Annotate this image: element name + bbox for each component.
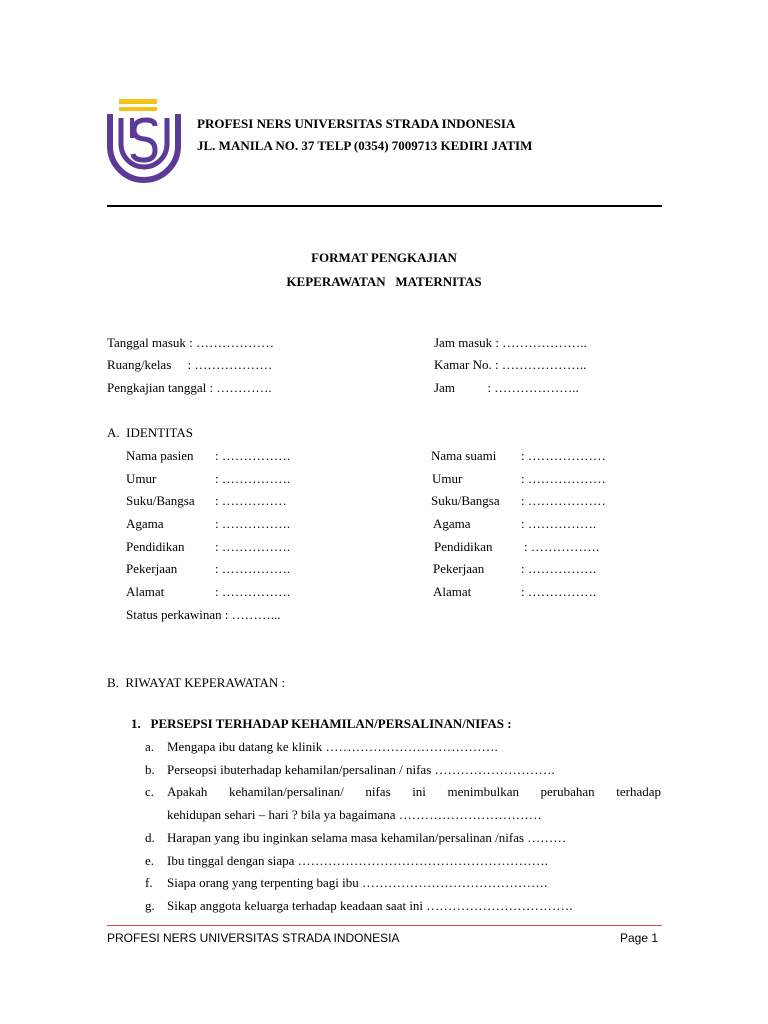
section-b-heading: B. RIWAYAT KEPERAWATAN :: [107, 675, 286, 690]
patient-education-value: : …………….: [215, 539, 291, 554]
husband-name-value: : ………………: [521, 448, 606, 463]
item-c-letter: c.: [145, 784, 155, 799]
patient-ethnicity-label: Suku/Bangsa: [126, 493, 195, 508]
husband-name-label: Nama suami: [431, 448, 497, 463]
item-f-letter: f.: [145, 875, 153, 890]
patient-age-value: : …………….: [215, 471, 291, 486]
room-class-field: Ruang/kelas : ………………: [107, 357, 273, 372]
item-b-letter: b.: [145, 762, 155, 777]
patient-address-label: Alamat: [126, 584, 165, 599]
patient-name-label: Nama pasien: [126, 448, 194, 463]
room-number-field: Kamar No. : ………………..: [434, 357, 587, 372]
husband-occupation-label: Pekerjaan: [433, 561, 485, 576]
header-divider: [107, 205, 662, 207]
patient-ethnicity-value: : ……………: [215, 493, 287, 508]
item-d-text: Harapan yang ibu inginkan selama masa kehamilan/persalinan /nifas ………: [167, 830, 567, 845]
husband-occupation-value: : …………….: [521, 561, 597, 576]
assessment-time-field: Jam : ………………..: [434, 380, 579, 395]
university-logo: [104, 96, 184, 188]
patient-education-label: Pendidikan: [126, 539, 185, 554]
marital-status-field: Status perkawinan : ………...: [126, 607, 281, 622]
form-title-line2: KEPERAWATAN MATERNITAS: [286, 274, 482, 289]
institution-name: PROFESI NERS UNIVERSITAS STRADA INDONESIA: [197, 116, 516, 131]
item-d-letter: d.: [145, 830, 155, 845]
item-e-text: Ibu tinggal dengan siapa ………………………………………………….: [167, 853, 548, 868]
husband-age-label: Umur: [432, 471, 463, 486]
item-a-letter: a.: [145, 739, 155, 754]
footer-institution: PROFESI NERS UNIVERSITAS STRADA INDONESIA: [107, 931, 400, 945]
husband-religion-value: : …………….: [521, 516, 597, 531]
item-e-letter: e.: [145, 853, 155, 868]
admission-time-field: Jam masuk : ………………..: [434, 335, 587, 350]
husband-address-label: Alamat: [433, 584, 472, 599]
patient-occupation-label: Pekerjaan: [126, 561, 178, 576]
item-f-text: Siapa orang yang terpenting bagi ibu …………………………………….: [167, 875, 548, 890]
item-c-text-line2: kehidupan sehari – hari ? bila ya bagaimana ……………………………: [167, 807, 542, 822]
husband-education-value: : …………….: [524, 539, 600, 554]
husband-address-value: : …………….: [521, 584, 597, 599]
patient-address-value: : …………….: [215, 584, 291, 599]
husband-education-label: Pendidikan: [434, 539, 493, 554]
husband-ethnicity-label: Suku/Bangsa: [431, 493, 500, 508]
perception-subheading: 1. PERSEPSI TERHADAP KEHAMILAN/PERSALINAN/NIFAS :: [131, 716, 512, 731]
form-title-line1: FORMAT PENGKAJIAN: [311, 250, 457, 265]
section-a-heading: A. IDENTITAS: [107, 425, 193, 440]
footer-divider: [107, 925, 662, 926]
patient-religion-value: : …………….: [215, 516, 291, 531]
husband-age-value: : ………………: [521, 471, 606, 486]
institution-address: JL. MANILA NO. 37 TELP (0354) 7009713 KEDIRI JATIM: [197, 138, 533, 153]
item-a-text: Mengapa ibu datang ke klinik ………………………………….: [167, 739, 498, 754]
husband-religion-label: Agama: [433, 516, 471, 531]
item-c-text-line1: Apakah kehamilan/persalinan/ nifas ini menimbulkan perubahan terhadap: [167, 784, 661, 799]
page-number: Page 1: [620, 931, 659, 945]
patient-age-label: Umur: [126, 471, 157, 486]
admission-date-field: Tanggal masuk : ………………: [107, 335, 274, 350]
patient-occupation-value: : …………….: [215, 561, 291, 576]
patient-name-value: : …………….: [215, 448, 291, 463]
patient-religion-label: Agama: [126, 516, 164, 531]
item-b-text: Perseopsi ibuterhadap kehamilan/persalinan / nifas ……………………….: [167, 762, 555, 777]
item-g-text: Sikap anggota keluarga terhadap keadaan saat ini …………………………….: [167, 898, 573, 913]
husband-ethnicity-value: : ………………: [521, 493, 606, 508]
assessment-date-field: Pengkajian tanggal : ………….: [107, 380, 272, 395]
item-g-letter: g.: [145, 898, 155, 913]
